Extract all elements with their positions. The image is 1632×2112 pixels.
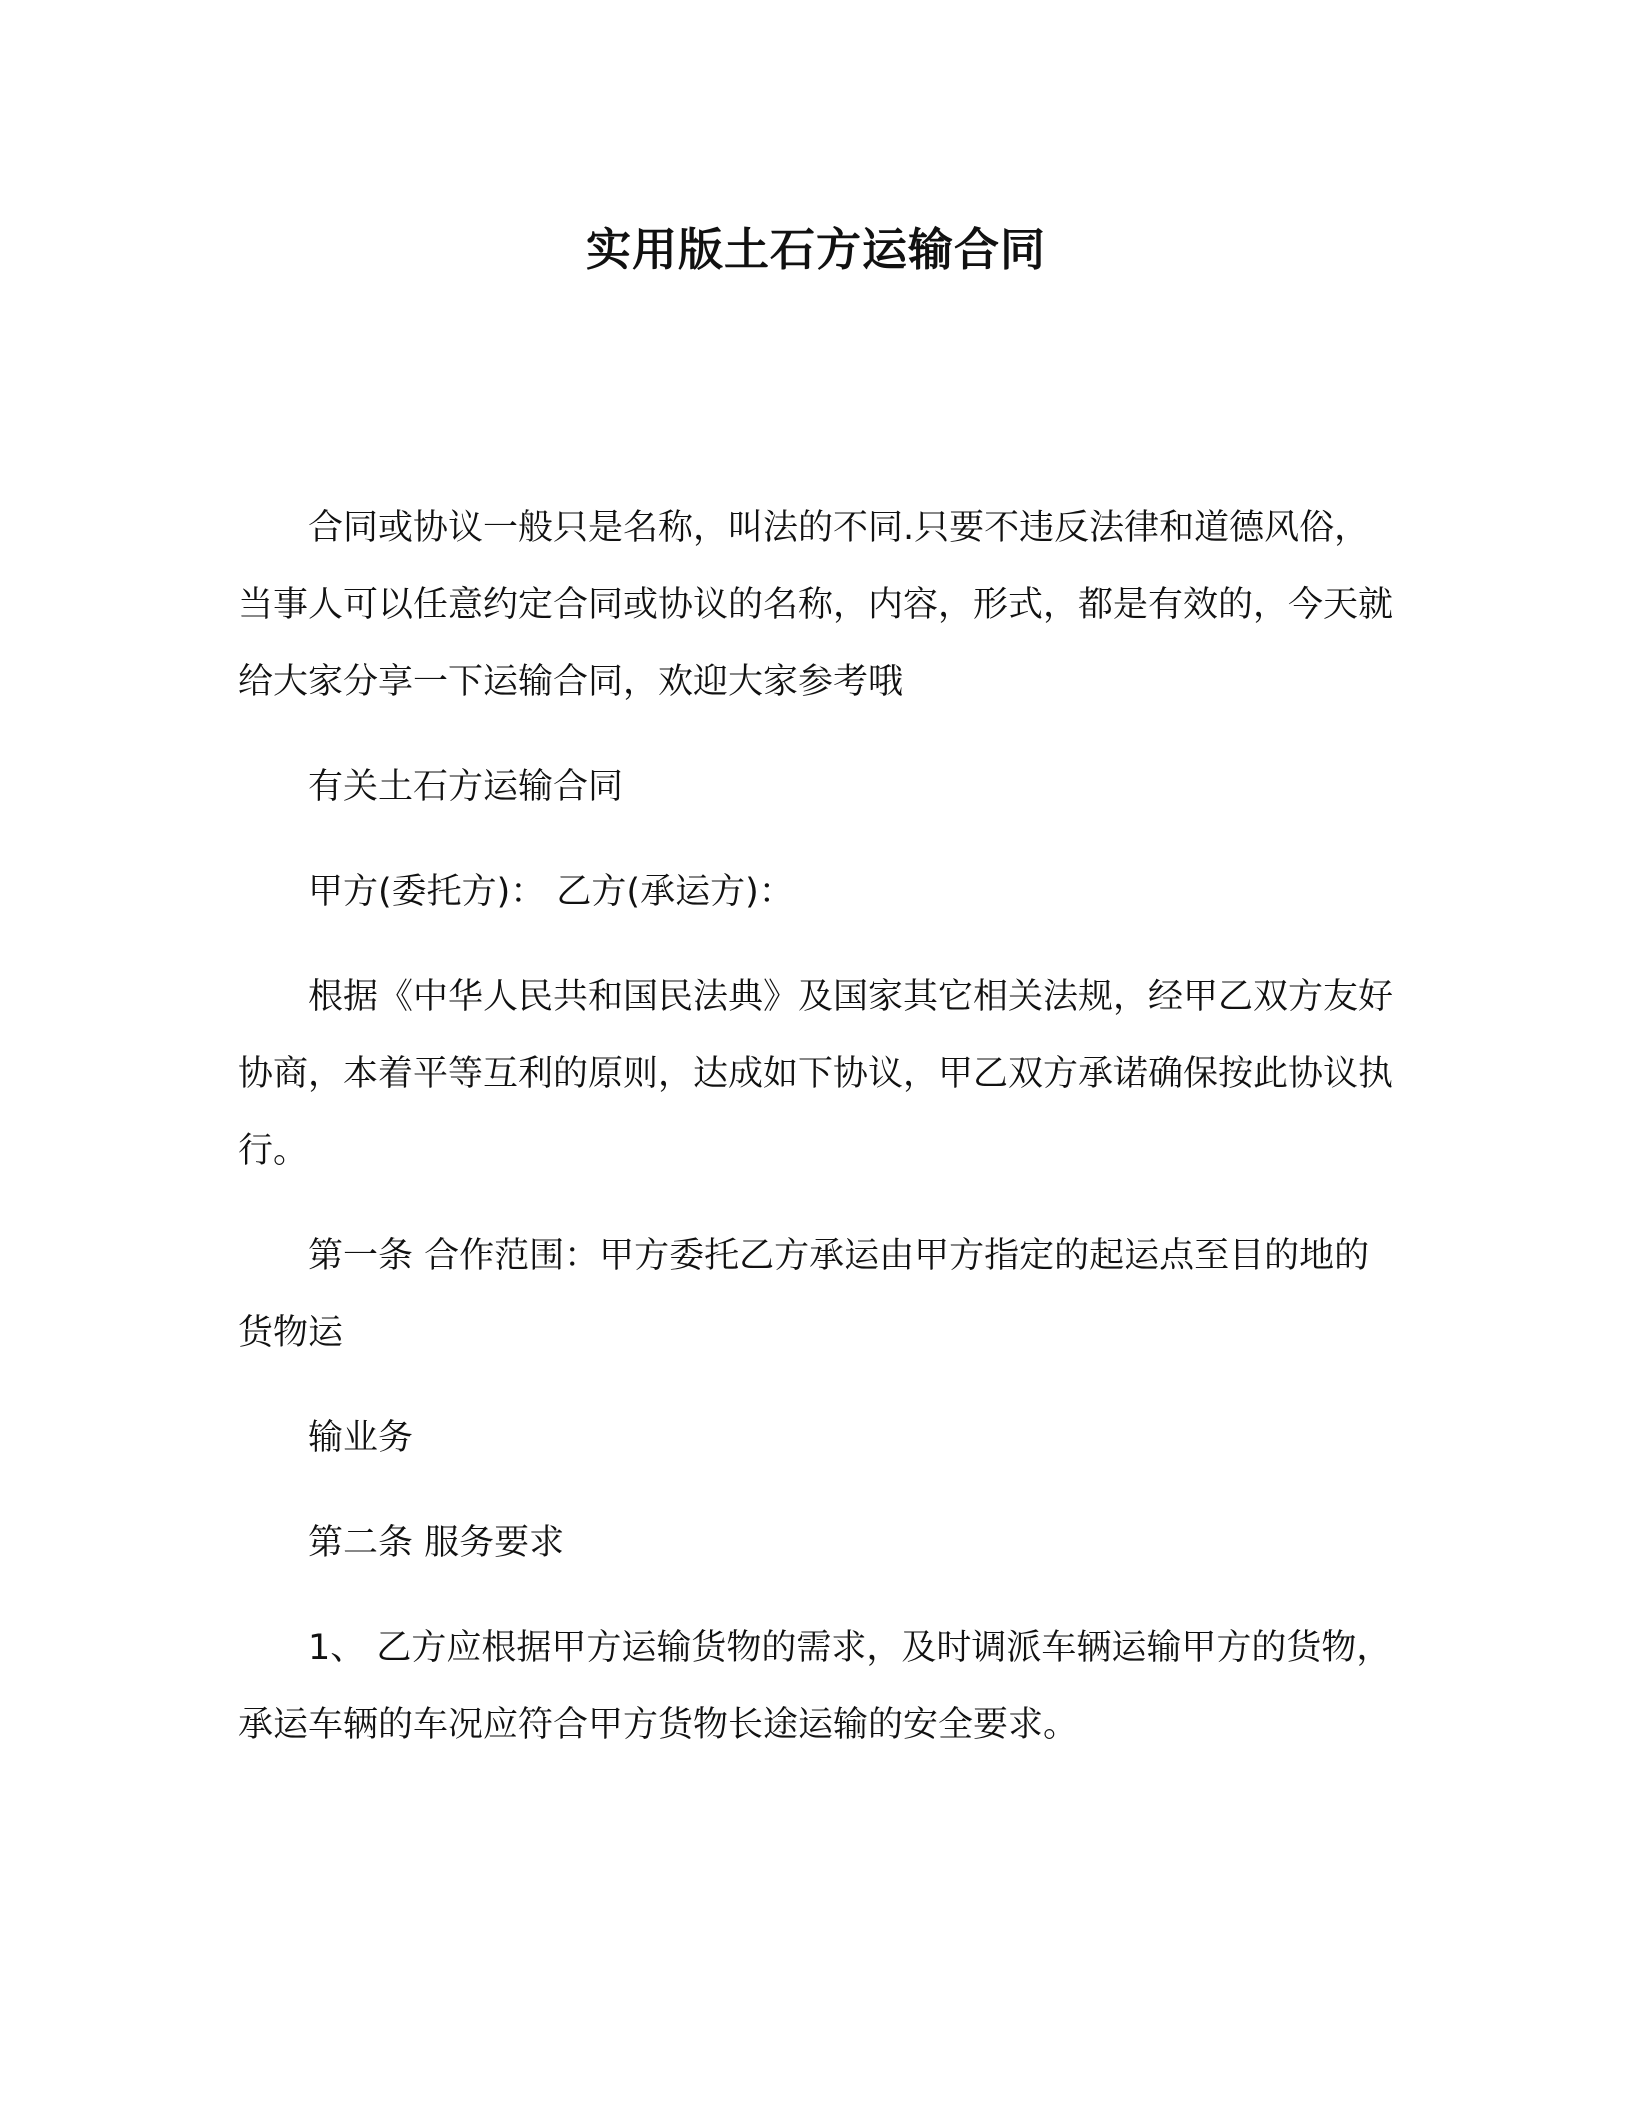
article-2-heading: 第二条 服务要求: [308, 1523, 565, 1563]
contract-heading: 有关土石方运输合同: [308, 767, 624, 807]
article-1-paragraph: 第一条 合作范围：甲方委托乙方承运由甲方指定的起运点至目的地的货物运: [238, 1236, 1370, 1353]
preamble-paragraph: 根据《中华人民共和国民法典》及国家其它相关法规，经甲乙双方友好协商，本着平等互利的原则，达成如下协议，甲乙双方承诺确保按此协议执行。: [238, 977, 1394, 1171]
parties-line: 甲方(委托方)： 乙方(承运方)：: [308, 872, 794, 912]
article-2-item-1: 1、 乙方应根据甲方运输货物的需求，及时调派车辆运输甲方的货物，承运车辆的车况应符合甲方货物长途运输的安全要求。: [238, 1628, 1392, 1745]
article-1-continuation: 输业务: [308, 1418, 414, 1458]
document-body: [238, 490, 1398, 1764]
document-title: 实用版土石方运输合同: [585, 223, 1046, 276]
intro-paragraph: 合同或协议一般只是名称，叫法的不同.只要不违反法律和道德风俗，当事人可以任意约定合同或协议的名称，内容，形式，都是有效的，今天就给大家分享一下运输合同，欢迎大家参考哦: [238, 508, 1394, 702]
